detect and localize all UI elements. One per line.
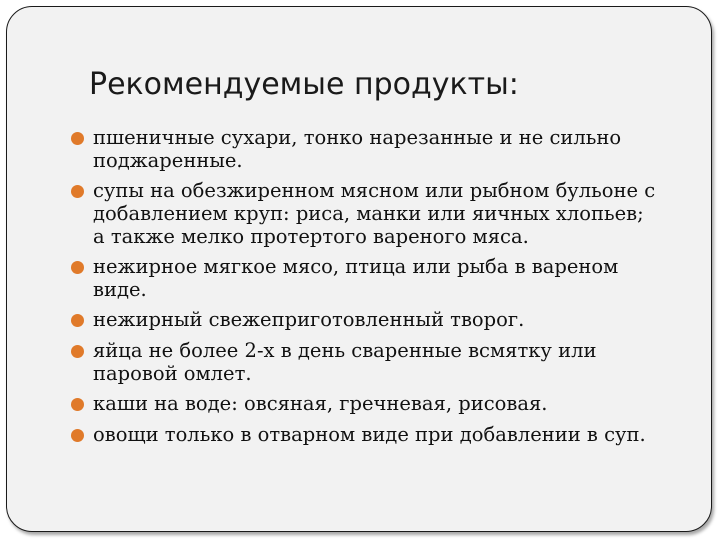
list-item-line: поджаренные. bbox=[93, 148, 243, 172]
bullet-icon bbox=[71, 429, 84, 442]
list-item bbox=[25, 127, 695, 172]
slide-frame bbox=[6, 6, 712, 532]
bullet-icon bbox=[71, 185, 84, 198]
list-item-line: виде. bbox=[93, 277, 147, 301]
list-item-line: яйца не более 2-х в день сваренные всмятку или bbox=[93, 338, 597, 362]
list-item bbox=[25, 180, 695, 248]
bullet-icon bbox=[71, 345, 84, 358]
list-item-line: а также мелко протертого вареного мяса. bbox=[93, 224, 529, 248]
list-item-line: пшеничные сухари, тонко нарезанные и не сильно bbox=[93, 126, 622, 149]
list-item-line: каши на воде: овсяная, гречневая, рисовая. bbox=[93, 392, 548, 416]
list-item-line: паровой омлет. bbox=[93, 361, 252, 385]
list-item bbox=[25, 393, 695, 416]
list-item-line: нежирное мягкое мясо, птица или рыба в вареном bbox=[93, 255, 619, 279]
list-item bbox=[25, 424, 695, 447]
bullet-icon bbox=[71, 398, 84, 411]
product-list bbox=[25, 127, 695, 454]
list-item-line: добавлением круп: риса, манки или яичных хлопьев; bbox=[93, 201, 644, 225]
list-item-line: нежирный свежеприготовленный творог. bbox=[93, 308, 525, 332]
bullet-icon bbox=[71, 314, 84, 327]
list-item-line: овощи только в отварном виде при добавлении в суп. bbox=[93, 422, 646, 446]
list-item bbox=[25, 256, 695, 301]
list-item bbox=[25, 340, 695, 385]
slide-title: Рекомендуемые продукты: bbox=[89, 67, 519, 102]
list-item-line: супы на обезжиренном мясном или рыбном бульоне с bbox=[93, 179, 656, 203]
list-item bbox=[25, 309, 695, 332]
bullet-icon bbox=[71, 132, 84, 145]
bullet-icon bbox=[71, 261, 84, 274]
